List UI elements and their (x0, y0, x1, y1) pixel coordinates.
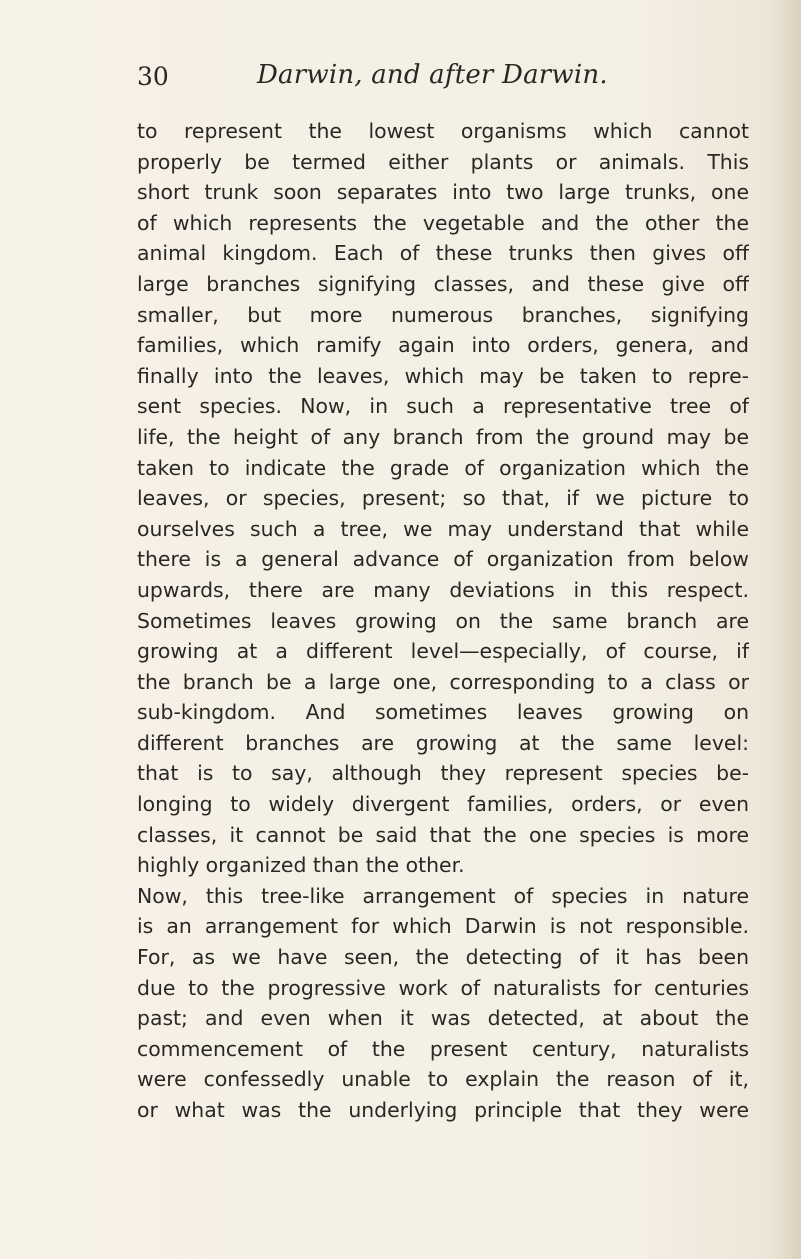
text-line: animal kingdom. Each of these trunks then gives off (137, 241, 749, 266)
text-line: smaller, but more numerous branches, signifying (137, 302, 749, 327)
text-line: properly be termed either plants or animals. This (137, 149, 749, 174)
text-line: to represent the lowest organisms which cannot (137, 119, 749, 143)
text-line: that is to say, although they represent species be- (137, 761, 749, 786)
text-line: classes, it cannot be said that the one species is more (137, 822, 749, 847)
text-line: there is a general advance of organization from below (137, 547, 749, 572)
text-line: different branches are growing at the same level: (137, 730, 749, 755)
text-line: finally into the leaves, which may be taken to repre- (137, 363, 749, 388)
text-line: or what was the underlying principle that they were (137, 1098, 749, 1122)
running-title: Darwin, and after Darwin. (257, 60, 608, 90)
text-line: leaves, or species, present; so that, if we picture to (137, 486, 749, 511)
text-line: short trunk soon separates into two large trunks, one (137, 180, 749, 205)
text-line: life, the height of any branch from the ground may be (137, 424, 749, 449)
text-line: large branches signifying classes, and these give off (137, 271, 749, 296)
text-line: Now, this tree-like arrangement of species in nature (137, 883, 749, 908)
text-line: growing at a different level—especially, of course, if (137, 639, 749, 664)
text-line: sent species. Now, in such a representative tree of (137, 394, 749, 419)
text-line: upwards, there are many deviations in this respect. (137, 577, 749, 602)
text-line: taken to indicate the grade of organization which the (137, 455, 749, 480)
text-line: For, as we have seen, the detecting of it has been (137, 945, 749, 970)
page-header (137, 62, 657, 106)
text-line: sub-kingdom. And sometimes leaves growing on (137, 700, 749, 725)
text-line: Sometimes leaves growing on the same branch are (137, 608, 749, 633)
page-number: 30 (137, 62, 169, 91)
text-line: the branch be a large one, corresponding to a class or (137, 669, 749, 694)
text-line: families, which ramify again into orders, genera, and (137, 333, 749, 358)
text-line: were confessedly unable to explain the reason of it, (137, 1067, 749, 1092)
text-line: due to the progressive work of naturalists for centuries (137, 975, 749, 1000)
text-line: is an arrangement for which Darwin is not responsible. (137, 914, 749, 939)
text-line: of which represents the vegetable and the other the (137, 210, 749, 235)
text-line: highly organized than the other. (137, 853, 465, 878)
body-text (137, 116, 749, 1126)
text-line: ourselves such a tree, we may understand that while (137, 516, 749, 541)
text-line: longing to widely divergent families, orders, or even (137, 792, 749, 817)
text-line: past; and even when it was detected, at about the (137, 1006, 749, 1031)
text-line: commencement of the present century, naturalists (137, 1036, 749, 1061)
